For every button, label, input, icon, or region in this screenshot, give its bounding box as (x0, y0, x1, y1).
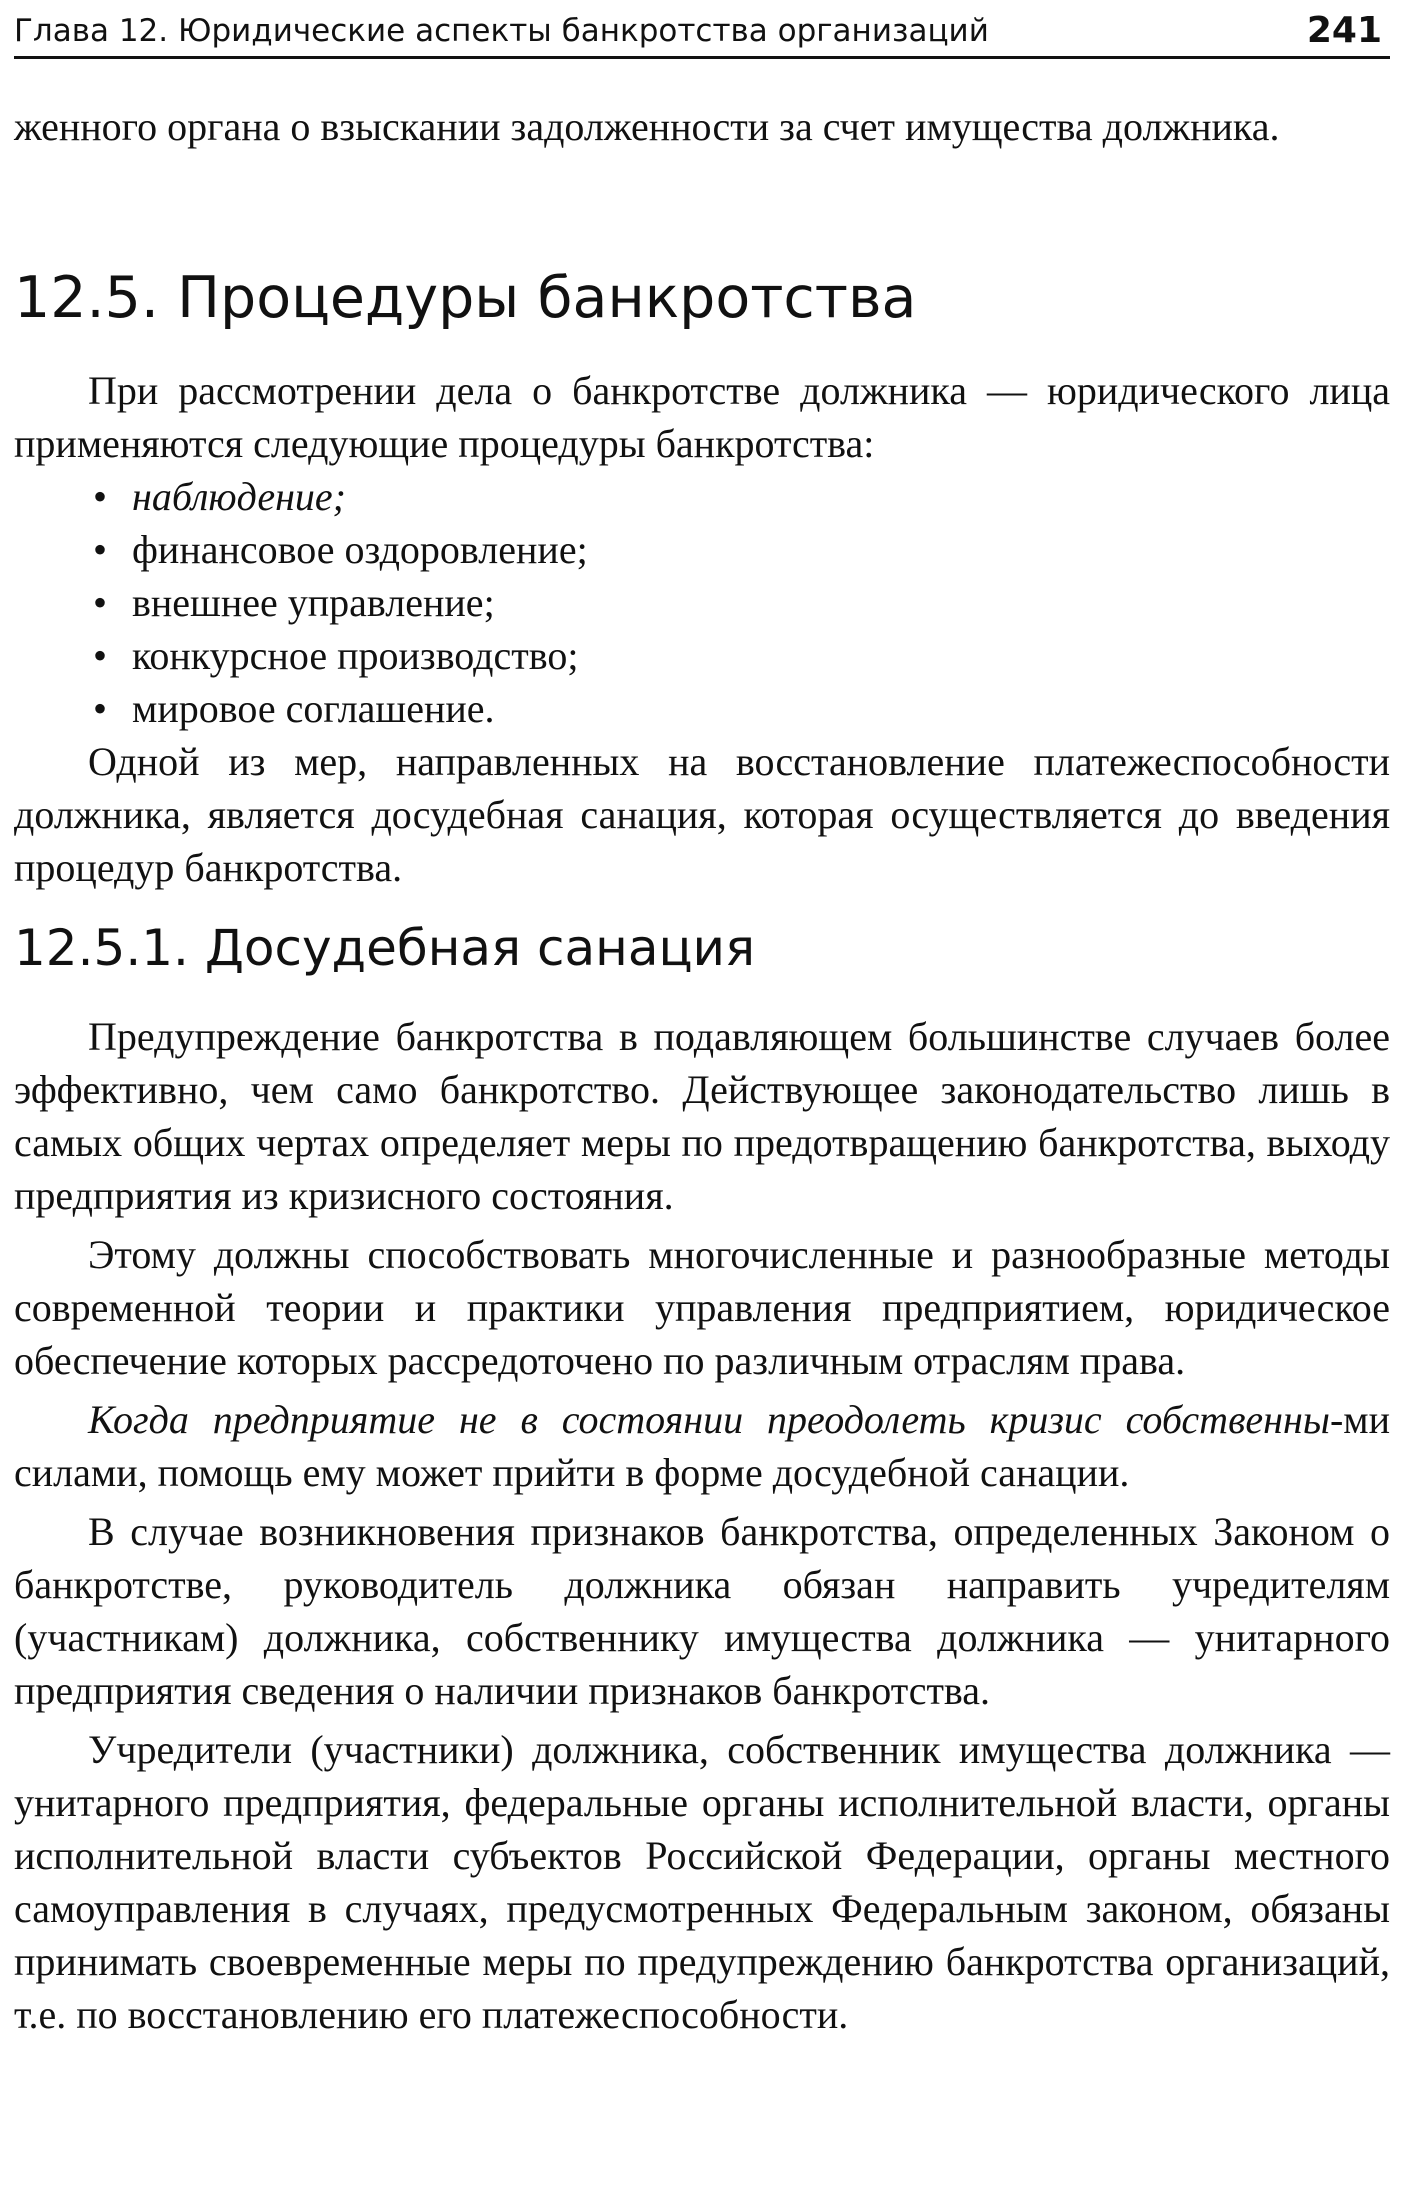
lead-text: женного органа о взыскании задолженности за счет имущества должника. (14, 104, 1280, 149)
section-intro: При рассмотрении дела о банкротстве должника — юридического лица применяются следующие процедуры банкротства: (14, 368, 1390, 466)
bullet-icon: • (93, 686, 108, 731)
paragraph (14, 1393, 1390, 1499)
running-header (14, 6, 1390, 59)
list-item (14, 629, 1390, 682)
paragraph: Этому должны способствовать многочисленные и разнообразные методы современной теории и практики управления предприятием, юридическое обеспечение которых рассредоточено по различным отраслям права. (14, 1232, 1390, 1383)
list-item-text: мировое соглашение. (132, 686, 495, 731)
list-item-text: внешнее управление; (132, 580, 495, 625)
bullet-icon: • (93, 633, 108, 678)
section-closing: Одной из мер, направленных на восстановление платежеспособности должника, является досудебная санация, которая осуществляется до введения процедур банкротства. (14, 739, 1390, 890)
list-item (14, 523, 1390, 576)
paragraph: В случае возникновения признаков банкротства, определенных Законом о банкротстве, руководитель должника обязан направить учредителям (участникам) должника, собственнику имущества должника — унитарного предприятия сведения о наличии признаков банкротства. (14, 1509, 1390, 1713)
paragraph: Учредители (участники) должника, собственник имущества должника — унитарного предприятия, федеральные органы исполнительной власти, органы исполнительной власти субъектов Российской Федерации, органы местного самоуправления в случаях, предусмотренных Федеральным законом, обязаны принимать своевременные меры по предупреждению банкротства организаций, т.е. по восстановлению его платежеспособности. (14, 1727, 1390, 2037)
bullet-icon: • (93, 474, 108, 519)
subsection-heading: 12.5.1. Досудебная санация (14, 919, 756, 977)
paragraph: Предупреждение банкротства в подавляющем большинстве случаев более эффективно, чем само банкротство. Действующее законодательство лишь в самых общих чертах определяет меры по предотвращению банкротства, выходу предприятия из кризисного состояния. (14, 1014, 1390, 1218)
page-number: 241 (1306, 10, 1382, 51)
bullet-icon: • (93, 527, 108, 572)
subsection-body (14, 1010, 1390, 2041)
procedures-list (14, 470, 1390, 735)
bullet-icon: • (93, 580, 108, 625)
list-item-text: наблюдение; (132, 474, 347, 519)
list-item (14, 682, 1390, 735)
list-item (14, 576, 1390, 629)
list-item-text: конкурсное производство; (132, 633, 579, 678)
section-heading: 12.5. Процедуры банкротства (14, 265, 917, 331)
paragraph-rest: ми силами, помощь ему может прийти в форме досудебной санации. (14, 1397, 1390, 1495)
chapter-title: Глава 12. Юридические аспекты банкротства организаций (14, 13, 989, 49)
italic-phrase: Когда предприятие не в состоянии преодолеть кризис собственны- (88, 1397, 1344, 1442)
list-item-text: финансовое оздоровление; (132, 527, 588, 572)
section-body (14, 364, 1390, 894)
continued-paragraph (14, 100, 1390, 153)
list-item (14, 470, 1390, 523)
